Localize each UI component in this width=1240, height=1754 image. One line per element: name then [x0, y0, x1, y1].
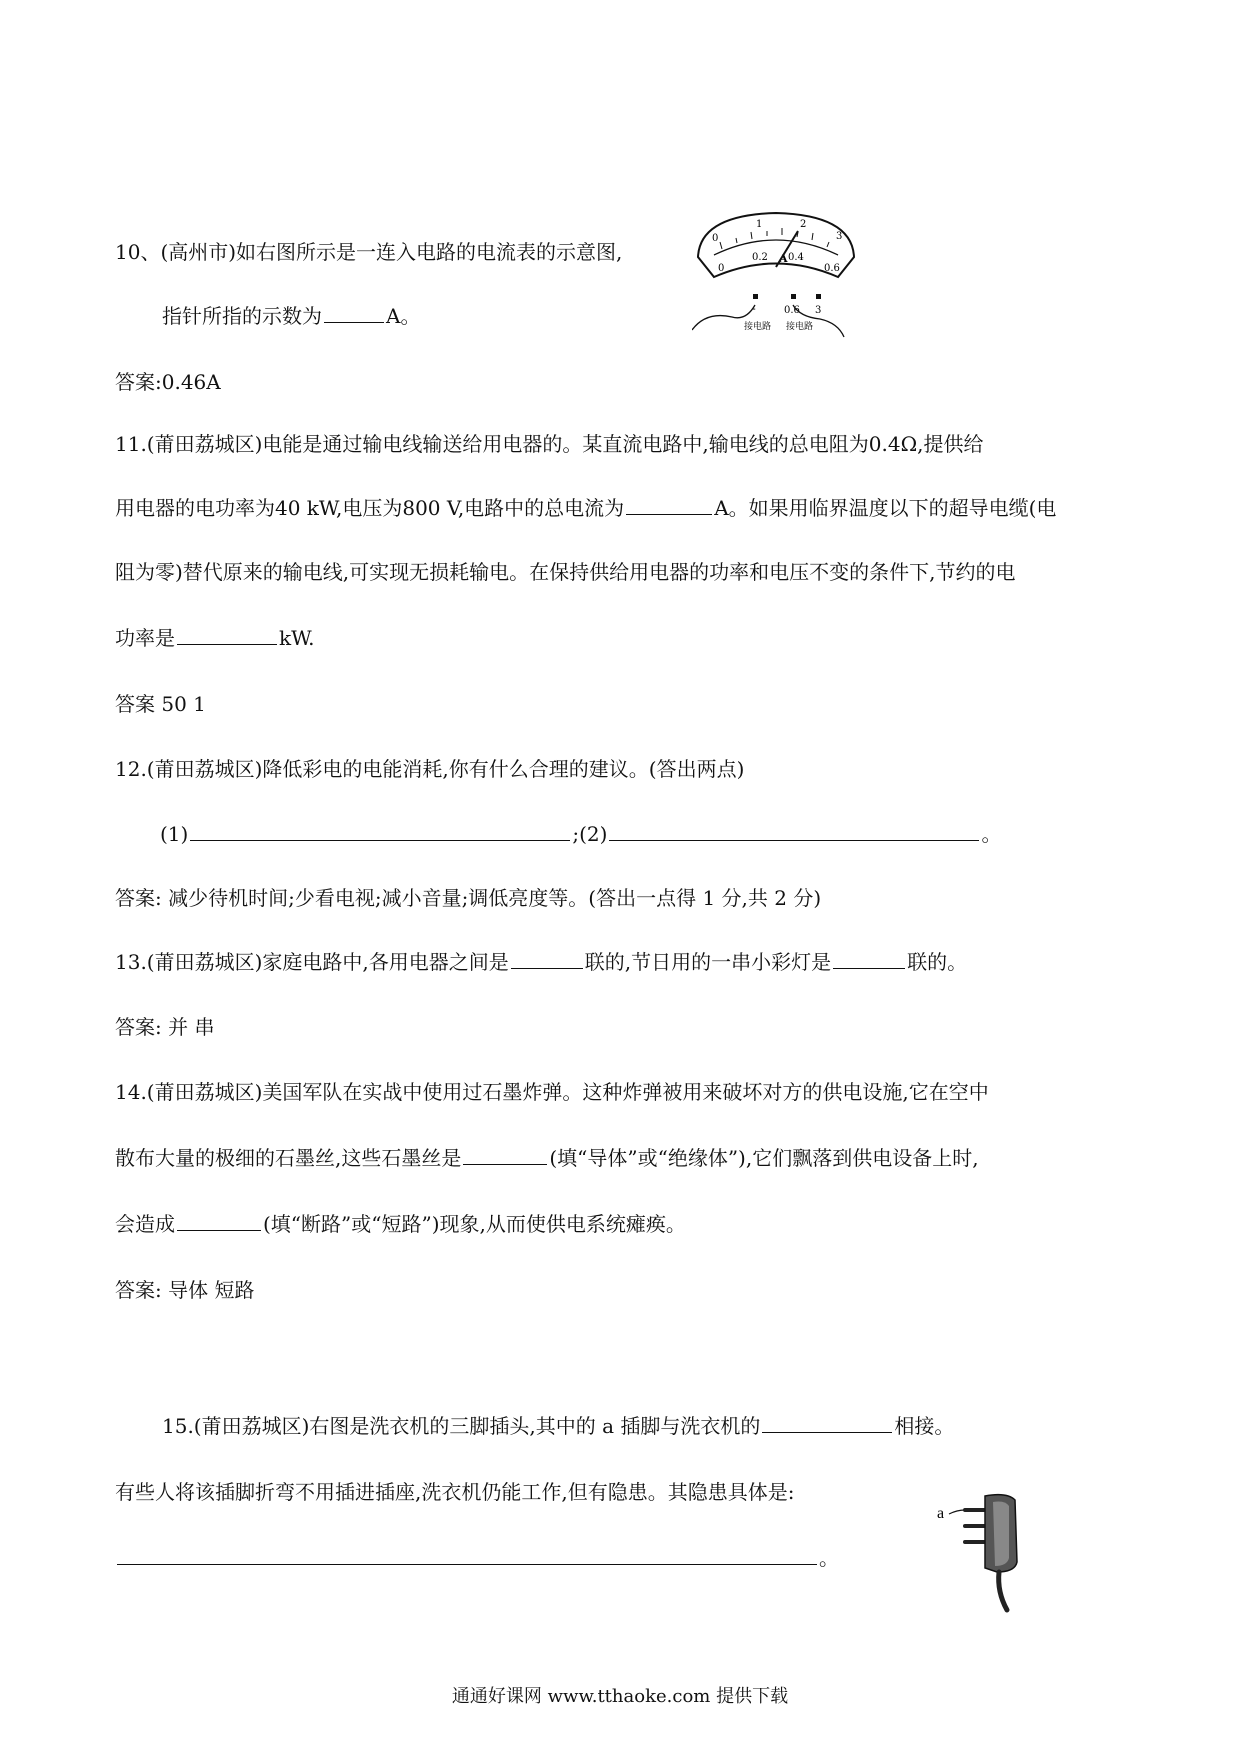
- q14-answer-blank-1[interactable]: [463, 1144, 547, 1165]
- q15-line1-pre: 15.(莆田荔城区)右图是洗衣机的三脚插头,其中的 a 插脚与洗衣机的: [162, 1414, 761, 1438]
- terminal-label: 0.6: [784, 305, 800, 316]
- plug-cord: [999, 1572, 1007, 1610]
- q11-line2-pre: 用电器的电功率为40 kW,电压为800 V,电路中的总电流为: [115, 496, 625, 520]
- q11-line1: 11.(莆田荔城区)电能是通过输电线输送给用电器的。某直流电路中,输电线的总电阻为0.4Ω,提供给: [115, 432, 984, 456]
- q11-answer-blank-1[interactable]: [626, 494, 712, 515]
- q11-answer: 答案 50 1: [115, 692, 206, 716]
- q15-line1-post: 相接。: [894, 1414, 955, 1438]
- q12-items: [160, 820, 1001, 848]
- plug-pin-label: a: [937, 1505, 945, 1522]
- q15-line3: [115, 1544, 839, 1572]
- terminal-label: -: [752, 302, 756, 315]
- q12-end: 。: [981, 822, 1002, 846]
- q14-line2-post: (填“导体”或“绝缘体”),它们飘落到供电设备上时,: [549, 1146, 979, 1170]
- q14-line1: 14.(莆田荔城区)美国军队在实战中使用过石墨炸弹。这种炸弹被用来破坏对方的供电设施,它在空中: [115, 1080, 989, 1104]
- q13-line1: [115, 948, 967, 976]
- q12-answer-blank-2[interactable]: [609, 820, 979, 841]
- q10-line2: [162, 302, 420, 330]
- q12-item1-label: (1): [160, 822, 189, 846]
- scale-top-label: 1: [756, 219, 763, 230]
- q10-line2-pre: 指针所指的示数为: [162, 304, 322, 328]
- q11-line4-post: kW.: [279, 626, 315, 650]
- scale-bottom-label: 0.4: [788, 252, 804, 263]
- q12-answer: 答案: 减少待机时间;少看电视;减小音量;调低亮度等。(答出一点得 1 分,共 2 分): [115, 886, 822, 910]
- q13-text-a: 13.(莆田荔城区)家庭电路中,各用电器之间是: [115, 950, 509, 974]
- q13-text-b: 联的,节日用的一串小彩灯是: [584, 950, 832, 974]
- q14-line3-pre: 会造成: [115, 1212, 175, 1236]
- terminal-3: [816, 294, 821, 299]
- three-prong-plug-diagram: [935, 1488, 1035, 1618]
- ammeter-scale-arc: [714, 240, 838, 255]
- q14-answer-blank-2[interactable]: [177, 1210, 261, 1231]
- q15-end: 。: [819, 1546, 839, 1570]
- q14-line2: [115, 1144, 979, 1172]
- q13-answer-blank-2[interactable]: [833, 948, 905, 969]
- q13-answer: 答案: 并 串: [115, 1015, 215, 1039]
- ammeter-diagram: [692, 205, 860, 360]
- q11-line2: [115, 494, 1056, 522]
- terminal-0-6: [791, 294, 796, 299]
- scale-bottom-label: 0.6: [824, 263, 840, 274]
- q12-item2-label: (2): [579, 822, 608, 846]
- q10-line2-post: A。: [386, 304, 421, 328]
- q12-line1: 12.(莆田荔城区)降低彩电的电能消耗,你有什么合理的建议。(答出两点): [115, 757, 745, 781]
- q13-text-c: 联的。: [907, 950, 968, 974]
- q11-line3: 阻为零)替代原来的输电线,可实现无损耗输电。在保持供给用电器的功率和电压不变的条件下,节约的电: [115, 560, 1016, 584]
- q13-answer-blank-1[interactable]: [511, 948, 583, 969]
- q15-line1: [162, 1412, 954, 1440]
- terminal-negative: [753, 294, 758, 299]
- q14-line2-pre: 散布大量的极细的石墨丝,这些石墨丝是: [115, 1146, 462, 1170]
- q14-line3: [115, 1210, 686, 1238]
- q11-line2-post: A。如果用临界温度以下的超导电缆(电: [714, 496, 1057, 520]
- terminal-caption: 接电路: [744, 322, 772, 332]
- scale-bottom-label: 0: [718, 263, 725, 274]
- q15-line2: 有些人将该插脚折弯不用插进插座,洗衣机仍能工作,但有隐患。其隐患具体是:: [115, 1480, 795, 1504]
- q10-line1: 10、(高州市)如右图所示是一连入电路的电流表的示意图,: [115, 240, 623, 264]
- q12-separator: ;: [572, 822, 580, 846]
- page-footer: 通通好课网 www.tthaoke.com 提供下载: [451, 1686, 789, 1707]
- scale-bottom-label: 0.2: [752, 252, 768, 263]
- scale-top-label: 0: [712, 233, 719, 244]
- terminal-label: 3: [815, 305, 822, 316]
- scale-top-label: 2: [800, 219, 807, 230]
- ammeter-unit: A: [779, 252, 788, 265]
- q10-answer: 答案:0.46A: [115, 370, 221, 394]
- q14-line3-post: (填“断路”或“短路”)现象,从而使供电系统瘫痪。: [263, 1212, 686, 1236]
- terminal-caption: 接电路: [786, 322, 814, 332]
- q11-line4-pre: 功率是: [115, 626, 175, 650]
- plug-highlight: [993, 1502, 1009, 1567]
- q11-line4: [115, 624, 315, 652]
- q15-answer-blank-1[interactable]: [762, 1412, 892, 1433]
- label-pointer: [949, 1510, 965, 1514]
- q12-answer-blank-1[interactable]: [190, 820, 570, 841]
- q10-answer-blank[interactable]: [324, 302, 384, 323]
- q11-answer-blank-2[interactable]: [177, 624, 277, 645]
- scale-top-label: 3: [836, 231, 843, 242]
- q14-answer: 答案: 导体 短路: [115, 1278, 255, 1302]
- q15-answer-blank-2[interactable]: [117, 1544, 817, 1565]
